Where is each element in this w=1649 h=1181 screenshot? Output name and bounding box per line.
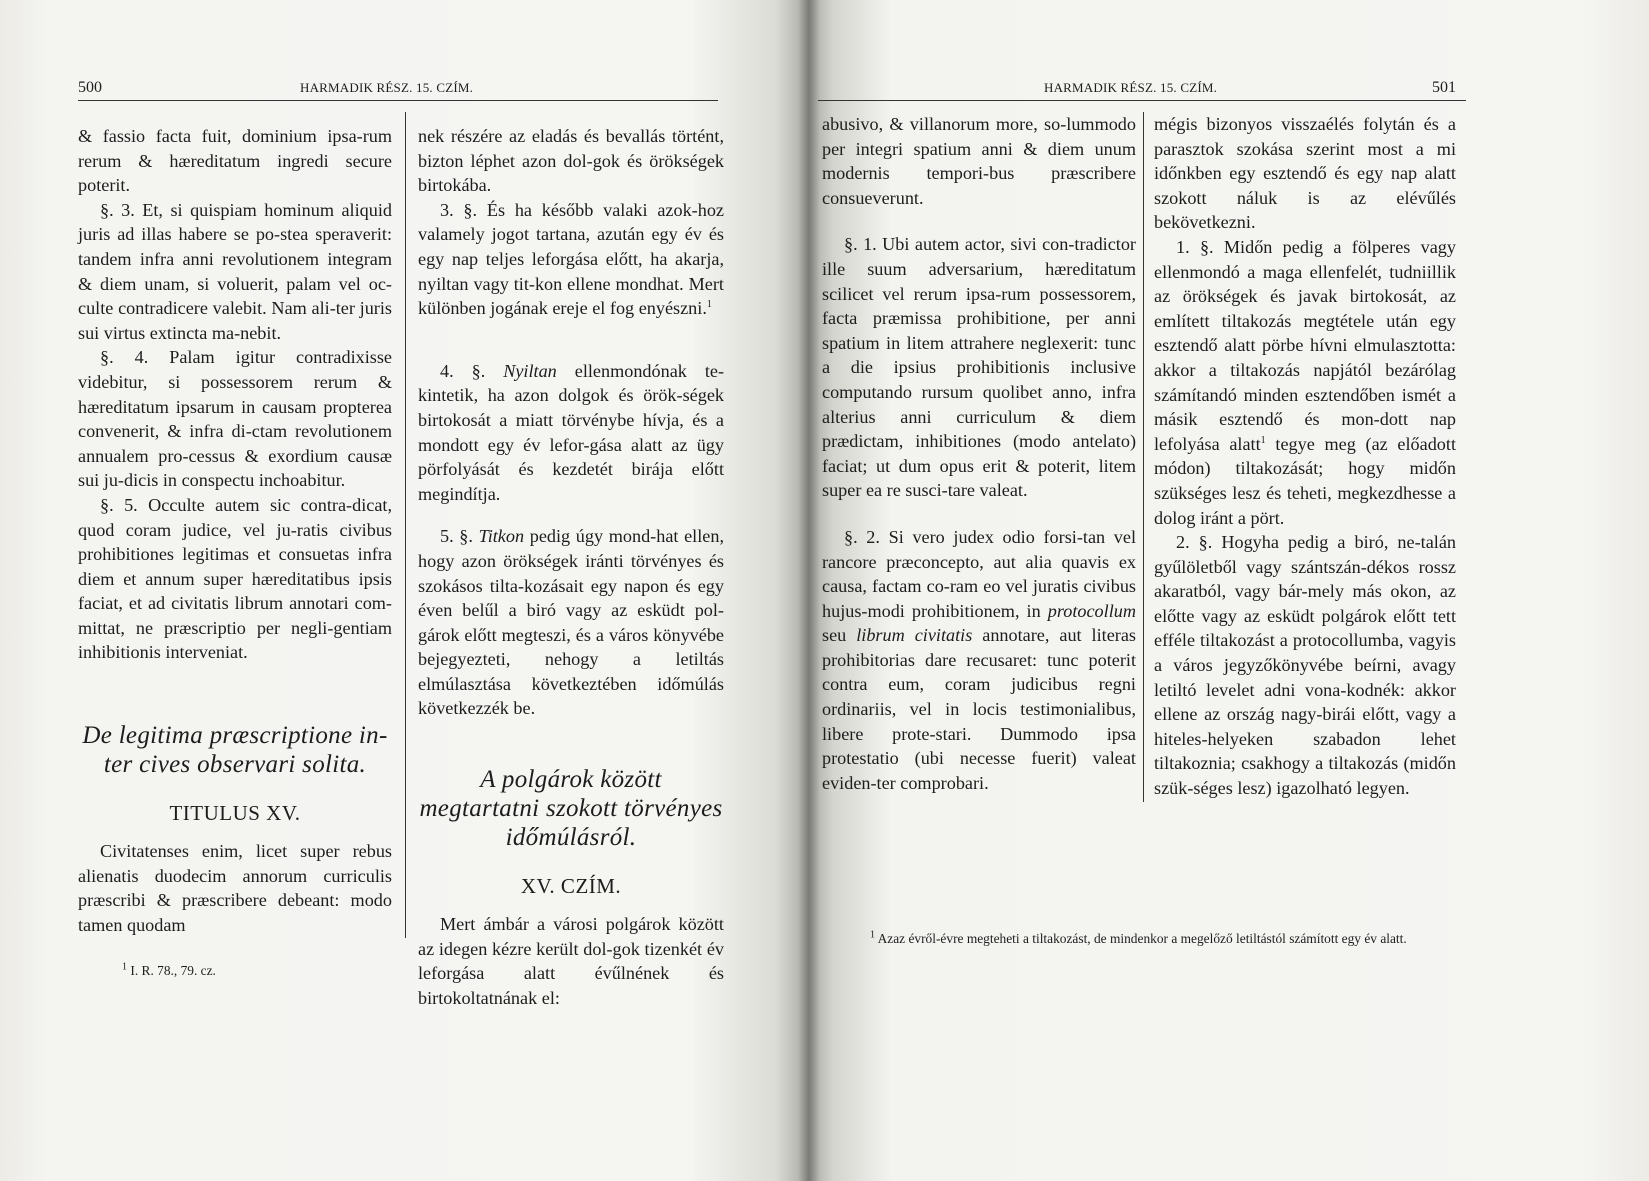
paragraph: §. 2. Si vero judex odio forsi-tan vel rancore præconcepto, aut alia quavis ex causa, factam co-ram eo vel juratis civibus hujus-modi prohibitionem, in protocollum seu librum civitatis annotare, aut literas prohibitorias dare recusaret: tunc poterit contra eum, coram judicibus regni ordinariis, vel in locis testimonialibus, libere prote-stari. Dummodo ipsa protestatio (ubi necesse fuerit) valeat eviden-ter comprobari. [822, 526, 1136, 793]
paragraph: 4. §. Nyiltan ellenmondónak te-kintetik, ha azon dolgok és örök-ségek birtokosát a miatt törvénybe hívja, és a mondott egy év lefor-gása alatt az ügy pörfolyását és kezdetét birája előtt megindítja. [418, 360, 725, 504]
hungarian-column [418, 124, 724, 1010]
emphasis: protocollum [1047, 600, 1136, 621]
paragraph: 5. §. Titkon pedig úgy mond-hat ellen, hogy azon örökségek iránti törvényes és szokásos tilta-kozásait egy napon és egy éven belűl a biró vagy az esküdt pol-gárok előtt megteszi, és a város könyvébe bejegyezteti, nehogy a letiltás elmúlasztása következtében időmúlás következzék be. [418, 526, 724, 719]
paragraph: §. 3. Et, si quispiam hominum aliquid juris ad illas habere se po-stea speraverit: tandem infra anni revolutionem integram & diem unam, si voluerit, palam vel oc-culte contradicere valebit. Nam ali-ter juris sui virtus extincta ma-nebit. [78, 199, 392, 343]
latin-column [822, 112, 1136, 795]
paragraph: 3. §. És ha később valaki azok-hoz valamely jogot tartana, azután egy év és egy nap teljes leforgása előtt, ha akarja, nyiltan vagy tit-kon ellene mondhat. Mert különben jogának ereje el fog enyészni.$^1$ [418, 199, 724, 319]
footnote: $^1$ Azaz évről-évre megteheti a tiltakozást, de mindenkor a megelőző letiltástól számított egy év alatt. [870, 929, 1407, 946]
emphasis: Nyiltan [503, 360, 557, 381]
paragraph: nek részére az eladás és bevallás történt, bizton léphet azon dol-gok és örökségek birtokába. [418, 126, 724, 196]
column-divider [405, 112, 406, 938]
page-number: 501 [1432, 79, 1456, 96]
page-number: 500 [78, 79, 102, 96]
paragraph: Civitatenses enim, licet super rebus alienatis duodecim annorum curriculis præscribi & præscribere debeant: modo tamen quodam [78, 841, 392, 935]
column-divider [1143, 112, 1144, 802]
header-rule [818, 100, 1466, 101]
section-title: De legitima præscriptione in-ter cives observari solita. [82, 722, 388, 779]
footnote: $^1$ I. R. 78., 79. cz. [122, 961, 216, 978]
paragraph: §. 1. Ubi autem actor, sivi con-tradictor ille suum adversarium, hæreditatum scilicet vel rerum ipsa-rum possessorem, facta præmissa prohibitione, per anni spatium in litem attrahere neglexerit: tunc a die ipsius prohibitionis inclusive computando rursum quolibet anno, infra alterius anni curriculum & diem prædictam, inhibitiones (modo antelato) faciat; ut dum opus erit & poterit, litem super ea re susci-tare valeat. [822, 234, 1136, 501]
running-head: HARMADIK RÉSZ. 15. CZÍM. [300, 80, 474, 95]
header-rule [78, 100, 718, 101]
section-title: A polgárok között megtartatni szokott törvényes időmúlásról. [419, 766, 723, 852]
running-head: HARMADIK RÉSZ. 15. CZÍM. [1044, 80, 1218, 95]
footnote-mark: 1 [122, 961, 127, 973]
emphasis: Titkon [478, 526, 525, 547]
paragraph: §. 4. Palam igitur contradixisse videbitur, si possessorem rerum & hæreditatum ipsarum in causam propterea convenerit, & infra di-ctam revolutionem annualem pro-cessus & exordium causæ sui ju-dicis in conspectu inchoabitur. [78, 347, 392, 491]
paragraph: 2. §. Hogyha pedig a biró, ne-talán gyűlöletből vagy szántszán-dékos rossz akaratból, vagy bár-mely más okon, az előtte vagy az esküdt polgárok előtt tett efféle tiltakozást a protocollumba, vagyis a város jegyzőkönyvébe beírni, avagy letiltó levelet adni vona-kodnék: akkor ellene az ország nagy-birái előtt, vagy a hiteles-helyeken szabadon lehet tiltakoznia; csakhogy a tiltakozás (midőn szük-séges lesz) igazolható legyen. [1154, 532, 1456, 799]
paragraph: §. 5. Occulte autem sic contra-dicat, quod coram judice, vel ju-ratis civibus prohibitiones legitimas et consuetas infra diem et annum super hæreditatibus ipsis faciat, et ad civitatis librum annotari com-mittat, ne præscriptio per negli-gentiam inhibitionis interveniat. [78, 494, 392, 663]
footnote-mark: 1 [1260, 434, 1266, 446]
emphasis: librum civitatis [856, 625, 973, 646]
right-page [808, 0, 1649, 1181]
footnote-mark: 1 [706, 299, 712, 311]
hungarian-column [1154, 112, 1456, 801]
paragraph: 1. §. Midőn pedig a fölperes vagy ellenmondó a maga ellenfelét, tudniillik az örökségek és javak birtokosát, az említett tiltakozás megtétele után egy esztendő alatt pörbe hívni elmulasztotta: akkor a tiltakozás napjától bezárólag számítandó minden esztendőben ismét a másik esztendő és mon-dott nap lefolyása alatt$^1$ tegye meg (az előadott módon) tiltakozását; hogy midőn szükséges lesz és teheti, megkezdhesse a dolog iránt a pört. [1154, 236, 1457, 528]
paragraph: mégis bizonyos visszaélés folytán és a parasztok szokása szerint most a mi időnkben egy esztendő és egy nap alatt szokott náluk is az elévűlés bekövetkezni. [1154, 114, 1456, 233]
latin-column [78, 124, 392, 937]
book-gutter [798, 0, 820, 1181]
paragraph: Mert ámbár a városi polgárok között az idegen kézre került dol-gok tizenkét év leforgása alatt évűlnének és birtokoltatnának el: [418, 914, 724, 1008]
footnote-mark: 1 [870, 929, 875, 941]
left-page [0, 0, 808, 1181]
titulus-heading: TITULUS XV. [169, 801, 301, 826]
paragraph: & fassio facta fuit, dominium ipsa-rum rerum & hæreditatum ingredi secure poterit. [78, 126, 392, 196]
czim-heading: XV. CZÍM. [520, 874, 622, 899]
paragraph: abusivo, & villanorum more, so-lummodo per integri spatium anni & diem unum modernis tempori-bus præscribere consueverunt. [822, 114, 1136, 208]
